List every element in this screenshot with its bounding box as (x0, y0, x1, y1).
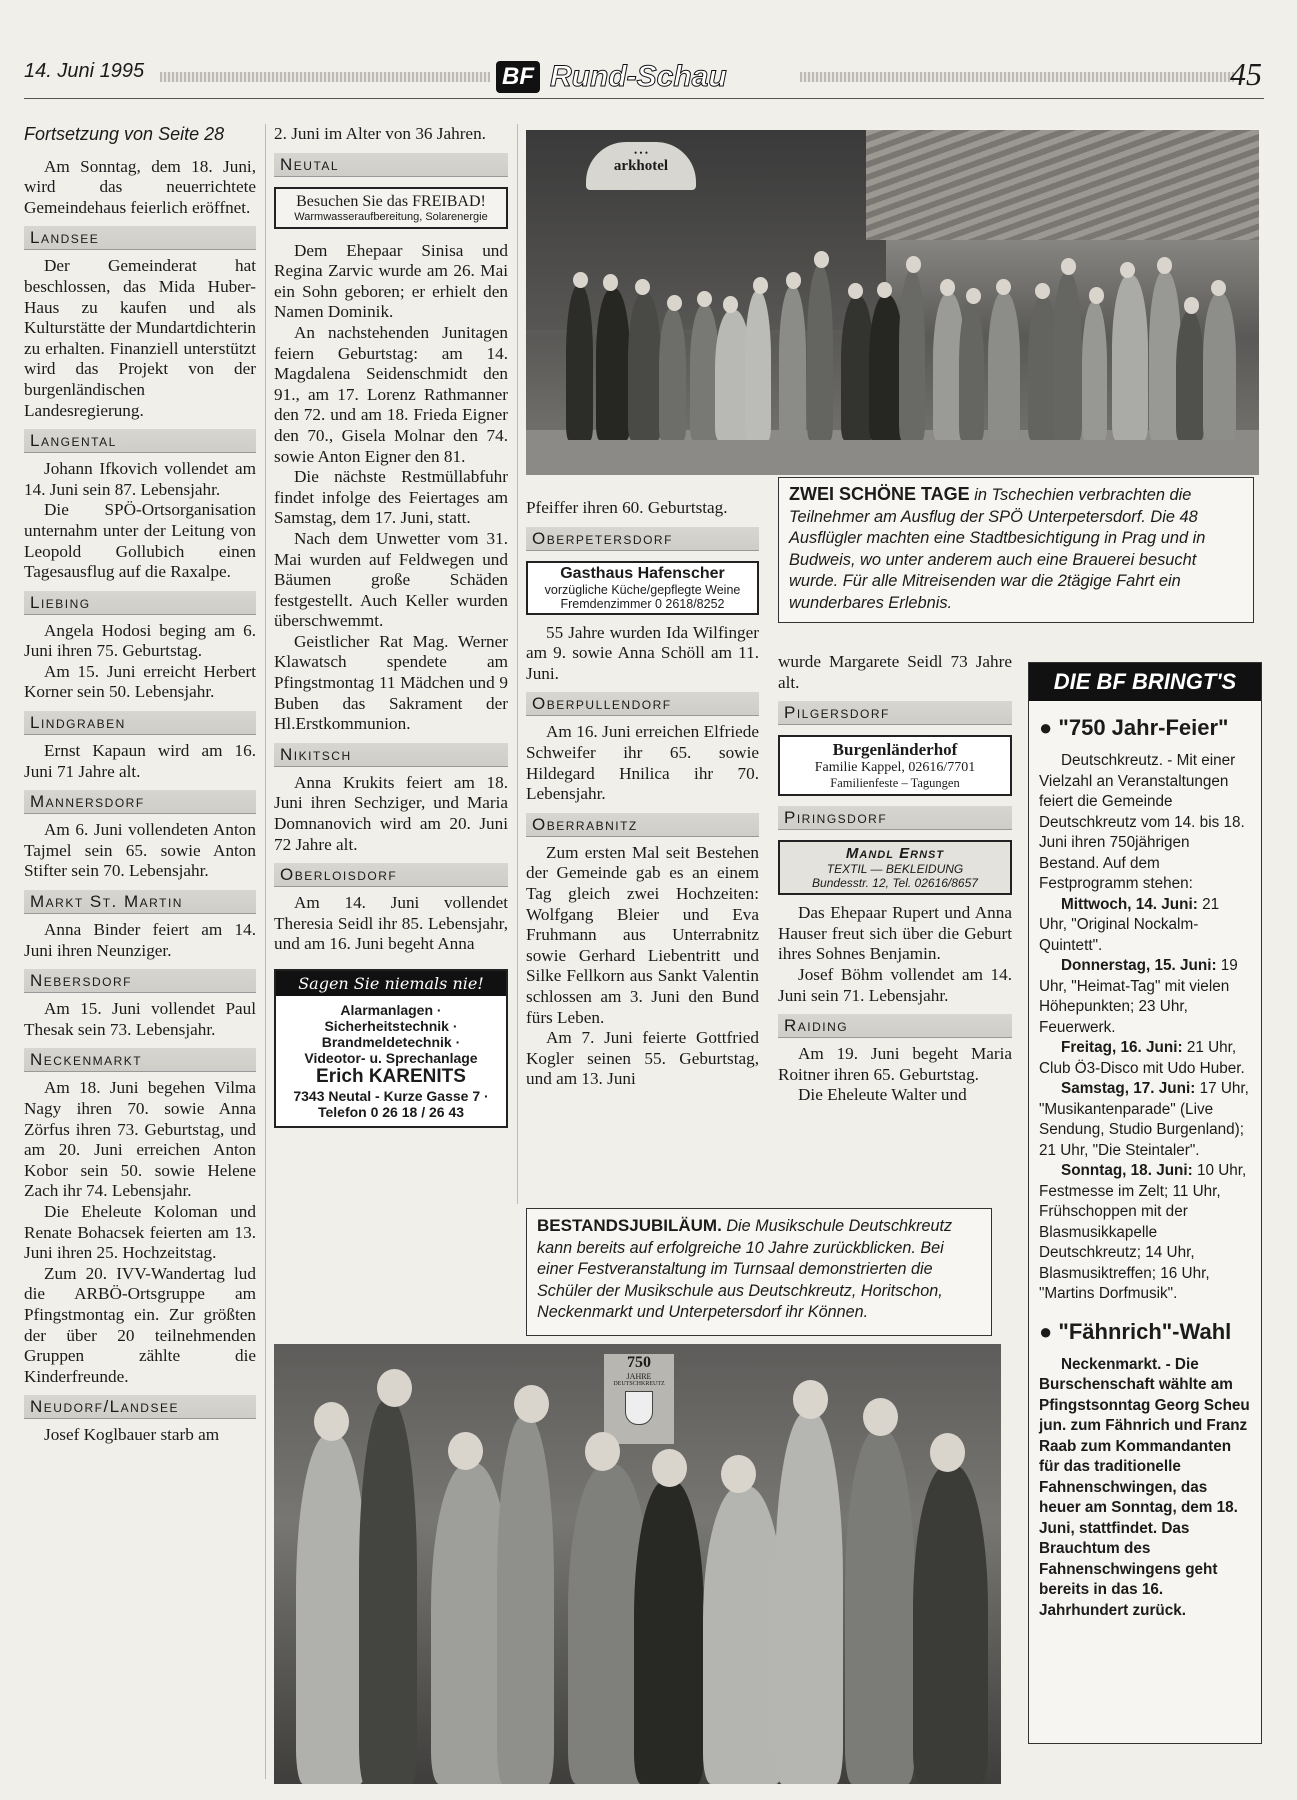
article-paragraph: Das Ehepaar Rupert und Anna Hauser freut sich über die Geburt ihres Sohnes Benjamin. (778, 903, 1012, 964)
wall-sign-line: DEUTSCHKREUTZ (613, 1381, 665, 1387)
photo-person-silhouette (703, 1486, 784, 1784)
photo-person-head (930, 1433, 965, 1472)
header-rule-right (800, 72, 1235, 82)
photo-person-head (814, 251, 829, 268)
section-heading-oberpetersdorf: Oberpetersdorf (526, 527, 759, 551)
column-2 (274, 124, 508, 1128)
article-paragraph: Der Gemeinderat hat beschlossen, das Mida Huber-Haus zu kaufen und als Kulturstätte der Mundartdichterin zu erhalten. Finanziell unterstützt wird das Projekt von der burgenländischen Landesregierung. (24, 256, 256, 420)
section-heading-langental: Langental (24, 429, 256, 453)
article-paragraph: Am 6. Juni vollendeten Anton Tajmel sein 65. sowie Anton Stifter sein 70. Lebensjahr. (24, 820, 256, 881)
article-paragraph: 2. Juni im Alter von 36 Jahren. (274, 124, 486, 143)
event-date: Samstag, 17. Juni: (1061, 1080, 1196, 1097)
continued-note: Fortsetzung von Seite 28 (24, 124, 225, 144)
ad-karenits-line: Sicherheitstechnik · (324, 1018, 458, 1034)
section-heading-oberpullendorf: Oberpullendorf (526, 692, 759, 716)
ad-gasthaus-line: vorzügliche Küche/gepflegte Weine (544, 582, 741, 597)
ad-burgenlaenderhof-name: Burgenländerhof (832, 740, 958, 760)
section-heading-neckenmarkt: Neckenmarkt (24, 1048, 256, 1072)
ad-freibad (274, 187, 508, 229)
photo-person-silhouette (1082, 301, 1108, 440)
photo-person-silhouette (1112, 275, 1148, 440)
sidebar-event (1039, 1079, 1251, 1161)
sidebar-event (1039, 895, 1251, 957)
event-date: Freitag, 16. Juni: (1061, 1039, 1183, 1056)
article-paragraph: An nachstehenden Junitagen feiern Geburtstag: am 14. Magdalena Seidenschmidt den 91., am 17. Lorenz Rathmanner den 72. und am 18. Frieda Eigner den 70., Gisela Molnar den 74. sowie Anton Eigner den 81. (274, 322, 508, 466)
article-paragraph: Anna Binder feiert am 14. Juni ihren Neunziger. (24, 920, 256, 960)
article-paragraph: wurde Margarete Seidl 73 Jahre alt. (778, 652, 1012, 692)
sidebar-paragraph: Deutschkreutz. - Mit einer Vielzahl an Veranstaltungen feiert die Gemeinde Deutschkreutz vom 14. bis 18. Juni ihren 750jährigen Bestand. Auf dem Festprogramm stehen: (1039, 752, 1245, 892)
article-paragraph: Josef Koglbauer starb am (44, 1425, 220, 1445)
ad-gasthaus-line: Fremdenzimmer 0 2618/8252 (560, 596, 725, 611)
article-paragraph: Dem Ehepaar Sinisa und Regina Zarvic wurde am 26. Mai ein Sohn geboren; er erhielt den Namen Dominik. (274, 240, 508, 322)
photo-person-head (1061, 258, 1076, 275)
event-date: Sonntag, 18. Juni: (1061, 1162, 1193, 1179)
caption-body: Die Musikschule Deutschkreutz kann bereits auf erfolgreiche 10 Jahre zurückblicken. Bei einer Festveranstaltung im Turnsaal demonstrierten die Schüler der Musikschule aus Deutschkreutz, Horitschon, Neckenmarkt und Unterpetersdorf ihr Können. (537, 1217, 953, 1321)
column-divider (265, 124, 266, 1779)
ad-karenits-line: Videotor- u. Sprechanlage (304, 1050, 478, 1066)
photo-person-head (667, 295, 682, 312)
photo-person-head (1035, 283, 1050, 300)
section-heading-nikitsch: Nikitsch (274, 743, 508, 767)
ad-karenits-name: Erich KARENITS (316, 1066, 466, 1087)
article-paragraph: Am 7. Juni feierte Gottfried Kogler seinen 55. Geburtstag, und am 13. Juni (526, 1028, 759, 1089)
bf-logo-badge: BF (496, 61, 540, 93)
sidebar-event (1039, 956, 1251, 1038)
article-paragraph: Am 14. Juni vollendet Theresia Seidl ihr 85. Lebensjahr, und am 16. Juni begeht Anna (274, 893, 508, 954)
photo-person-silhouette (1176, 311, 1204, 440)
section-heading-nebersdorf: Nebersdorf (24, 969, 256, 993)
article-paragraph: Zum ersten Mal seit Bestehen der Gemeinde gab es an einem Tag gleich zwei Hochzeiten: Wolfgang Bleier und Eva Fruhmann aus Unterrabnitz sowie Gerhard Liebentritt und Silke Fellkorn aus Sankt Valentin schlossen am 3. Juni den Bund fürs Leben. (526, 842, 759, 1027)
ad-burgenlaenderhof-line: Familienfeste – Tagungen (830, 776, 960, 791)
article-paragraph: Am 15. Juni vollendet Paul Thesak sein 73. Lebensjahr. (24, 999, 256, 1039)
coat-of-arms-icon (625, 1391, 653, 1425)
article-paragraph: Am 16. Juni erreichen Elfriede Schweifer ihr 65. sowie Hildegard Hnilica ihr 70. Lebensjahr. (526, 722, 759, 804)
article-paragraph: Die Eheleute Koloman und Renate Bohacsek feierten am 13. Juni ihren 25. Hochzeitstag. (24, 1201, 256, 1263)
event-text: 10 Uhr, Festmesse im Zelt; 11 Uhr, Frühschoppen mit der Blasmusikkapelle Deutschkreutz; 14 Uhr, Blasmusiktreffen; 16 Uhr, "Martins Dorfmusik". (1039, 1162, 1247, 1302)
photo-person-head (1120, 262, 1135, 279)
ad-mandl-name: Mandl Ernst (845, 845, 945, 863)
photo-person-head (786, 272, 801, 289)
photo-person-head (753, 277, 768, 294)
photo-music-students (274, 1344, 1001, 1784)
photo-person-head (996, 279, 1011, 296)
event-date: Donnerstag, 15. Juni: (1061, 957, 1217, 974)
sidebar-heading-750 (1039, 715, 1251, 741)
photo-person-silhouette (359, 1400, 416, 1784)
event-text: 21 Uhr, "Original Nockalm-Quintett". (1039, 895, 1220, 954)
photo-person-head (877, 282, 892, 299)
section-heading-lindgraben: Lindgraben (24, 711, 256, 735)
ad-freibad-subtitle: Warmwasseraufbereitung, Solarenergie (294, 210, 488, 223)
photo-person-head (1184, 297, 1199, 314)
photo-person-silhouette (845, 1429, 915, 1784)
section-heading-oberrabnitz: Oberrabnitz (526, 813, 759, 837)
column-divider (517, 124, 518, 1204)
header-logo (496, 60, 796, 96)
sidebar-event (1039, 1038, 1251, 1079)
photo-person-silhouette (634, 1480, 704, 1784)
article-paragraph: Die Eheleute Walter und (798, 1085, 967, 1105)
section-heading-raiding: Raiding (778, 1014, 1012, 1038)
article-paragraph: Am 19. Juni begeht Maria Roitner ihren 65. Geburtstag. (778, 1044, 1012, 1084)
ad-mandl-ernst (778, 840, 1012, 895)
section-heading-mannersdorf: Mannersdorf (24, 790, 256, 814)
photo-person-head (940, 279, 955, 296)
photo-person-silhouette (745, 291, 771, 440)
photo-roof (866, 130, 1259, 240)
photo-person-head (314, 1402, 349, 1441)
photo-person-silhouette (296, 1434, 367, 1784)
article-paragraph: Angela Hodosi beging am 6. Juni ihren 75. Geburtstag. (24, 620, 256, 661)
ad-karenits-line: Alarmanlagen · (340, 1002, 442, 1018)
section-heading-markt-st-martin: Markt St. Martin (24, 890, 256, 914)
section-heading-pilgersdorf: Pilgersdorf (778, 701, 1012, 725)
photo-person-head (652, 1449, 687, 1488)
ad-karenits-line: Brandmeldetechnik · (321, 1034, 461, 1050)
ad-karenits-slogan: Sagen Sie niemals nie! (276, 971, 506, 996)
header-underline (24, 98, 1264, 99)
ad-karenits-phone: Telefon 0 26 18 / 26 43 (317, 1104, 465, 1120)
ad-gasthaus-hafenscher (526, 561, 759, 615)
photo-person-silhouette (775, 1412, 843, 1784)
section-heading-oberloisdorf: Oberloisdorf (274, 863, 508, 887)
article-paragraph: Nach dem Unwetter vom 31. Mai wurden auf Feldwegen und Bäumen große Schäden festgestellt. Auch Keller wurden überschwemmt. (274, 528, 508, 631)
photo-person-head (721, 1455, 756, 1494)
sidebar-bf-bringts (1028, 662, 1262, 1744)
caption-lead: BESTANDSJUBILÄUM. (537, 1216, 722, 1235)
article-paragraph: Anna Krukits feiert am 18. Juni ihren Sechziger, und Maria Domnanovich wird am 20. Juni 72 Jahre alt. (274, 772, 508, 854)
photo-person-silhouette (1053, 272, 1082, 440)
sidebar-heading-text: "750 Jahr-Feier" (1058, 715, 1229, 740)
photo-person-head (793, 1380, 828, 1419)
ad-mandl-line: TEXTIL — BEKLEIDUNG (826, 862, 964, 877)
hotel-sign-stars: • • • (634, 148, 648, 158)
photo-person-silhouette (913, 1465, 988, 1784)
photo-person-silhouette (596, 288, 631, 440)
article-paragraph: Am 18. Juni begehen Vilma Nagy ihren 70. sowie Anna Zörfus ihren 73. Geburtstag, und am 20. Juni erreichen Anton Kobor sein 50. sowie Helene Zach ihr 74. Lebensjahr. (24, 1078, 256, 1201)
photo-person-head (514, 1385, 549, 1424)
section-heading-liebing: Liebing (24, 591, 256, 615)
article-paragraph: Am Sonntag, dem 18. Juni, wird das neuerrichtete Gemeindehaus feierlich eröffnet. (24, 156, 256, 217)
sidebar-heading-text: "Fähnrich"-Wahl (1058, 1318, 1232, 1344)
caption-box-music-school (526, 1208, 992, 1336)
sidebar-body (1029, 701, 1261, 1621)
event-date: Mittwoch, 14. Juni: (1061, 895, 1198, 913)
photo-person-head (863, 1398, 898, 1437)
bullet-icon: ● (1039, 715, 1053, 740)
caption-body: in Tschechien verbrachten die Teilnehmer am Ausflug der SPÖ Unterpetersdorf. Die 48 Ausflügler machten eine Stadtbesichtigung in Prag und in Budweis, wo unter anderem auch eine Brauerei besucht wurde. Für alle Mitreisenden war die 2tägige Fahrt ein wunderbares Erlebnis. (789, 486, 1206, 612)
photo-person-silhouette (659, 308, 686, 440)
sidebar-title: DIE BF BRINGT'S (1029, 663, 1261, 701)
photo-person-silhouette (1203, 293, 1236, 440)
sidebar-event (1039, 1161, 1251, 1305)
photo-person-head (906, 256, 921, 273)
photo-group-trip (526, 130, 1259, 475)
caption-text (537, 1215, 981, 1324)
photo-person-silhouette (899, 270, 926, 440)
ad-gasthaus-name: Gasthaus Hafenscher (560, 564, 725, 582)
photo-wall-sign (604, 1354, 674, 1444)
photo-person-silhouette (566, 285, 593, 440)
article-paragraph: Die nächste Restmüllabfuhr findet infolge des Feiertages am Samstag, dem 17. Juni, statt. (274, 467, 508, 528)
caption-box-trip (778, 477, 1254, 623)
page-number: 45 (1230, 56, 1262, 92)
ad-mandl-line: Bundesstr. 12, Tel. 02616/8657 (812, 876, 978, 891)
event-text: 19 Uhr, "Heimat-Tag" mit vielen Höhepunkten; 23 Uhr, Feuerwerk. (1039, 957, 1238, 1036)
header-rule-left (160, 72, 490, 82)
hotel-sign-text: arkhotel (613, 158, 669, 174)
column-4 (778, 652, 1012, 1106)
wall-sign-line: 750 (627, 1354, 651, 1371)
photo-person-silhouette (628, 292, 661, 440)
photo-hotel-sign (586, 142, 696, 190)
ad-karenits-address: 7343 Neutal - Kurze Gasse 7 · (293, 1088, 489, 1104)
photo-person-head (1089, 287, 1104, 304)
article-paragraph: Zum 20. IVV-Wandertag lud die ARBÖ-Ortsgruppe am Pfingstmontag ein. Zur größten der über 20 teilnehmenden Gruppen zählte die Kinderfreunde. (24, 1263, 256, 1386)
photo-person-silhouette (988, 292, 1020, 440)
article-paragraph: Johann Ifkovich vollendet am 14. Juni sein 87. Lebensjahr. (24, 459, 256, 499)
ad-karenits (274, 969, 508, 1128)
caption-text (789, 484, 1243, 614)
section-heading-piringsdorf: Piringsdorf (778, 806, 1012, 830)
photo-person-head (1211, 280, 1226, 297)
event-text: 17 Uhr, "Musikantenparade" (Live Sendung, Studio Burgenland); 21 Uhr, "Die Steintaler". (1039, 1080, 1249, 1159)
photo-person-head (723, 296, 738, 313)
header-date: 14. Juni 1995 (24, 60, 145, 82)
sidebar-paragraph: Neckenmarkt. - Die Burschenschaft wählte am Pfingstsonntag Georg Scheu jun. zum Fähnrich und Franz Raab zum Kommandanten für das traditionelle Fahnenschwingen, das heuer am Sonntag, dem 18. Juni, stattfindet. Das Brauchtum des Fahnenschwingens geht bereits in das 16. Jahrhundert zurück. (1039, 1355, 1250, 1619)
photo-person-head (966, 288, 981, 305)
photo-person-silhouette (497, 1416, 555, 1784)
caption-lead: ZWEI SCHÖNE TAGE (789, 484, 970, 504)
column-3 (526, 498, 759, 1090)
article-paragraph: Am 15. Juni erreicht Herbert Korner sein 50. Lebensjahr. (24, 661, 256, 702)
sidebar-heading-faehnrich (1039, 1319, 1251, 1345)
header-title: Rund-Schau (550, 60, 727, 93)
ad-burgenlaenderhof (778, 735, 1012, 796)
column-1 (24, 124, 256, 1446)
photo-person-head (377, 1369, 412, 1408)
section-heading-landsee: Landsee (24, 226, 256, 250)
event-text: 21 Uhr, Club Ö3-Disco mit Udo Huber. (1039, 1039, 1245, 1077)
wall-sign-line: JAHRE (626, 1372, 652, 1381)
section-heading-neudorf-landsee: Neudorf/Landsee (24, 1395, 256, 1419)
ad-freibad-title: Besuchen Sie das FREIBAD! (296, 192, 486, 210)
photo-person-silhouette (959, 301, 984, 440)
photo-person-silhouette (779, 286, 806, 440)
photo-person-head (1157, 257, 1172, 274)
article-paragraph: Pfeiffer ihren 60. Geburtstag. (526, 498, 728, 517)
article-paragraph: Ernst Kapaun wird am 16. Juni 71 Jahre alt. (24, 741, 256, 781)
article-paragraph: 55 Jahre wurden Ida Wilfinger am 9. sowie Anna Schöll am 11. Juni. (526, 622, 759, 683)
bullet-icon: ● (1039, 1318, 1053, 1344)
ad-burgenlaenderhof-line: Familie Kappel, 02616/7701 (814, 760, 976, 776)
article-paragraph: Josef Böhm vollendet am 14. Juni sein 71. Lebensjahr. (778, 964, 1012, 1005)
section-heading-neutal: Neutal (274, 153, 508, 177)
article-paragraph: Geistlicher Rat Mag. Werner Klawatsch spendete am Pfingstmontag 11 Mädchen und 9 Buben das Sakrament der Hl.Erstkommunion. (274, 631, 508, 734)
photo-person-silhouette (807, 265, 834, 440)
article-paragraph: Die SPÖ-Ortsorganisation unternahm unter der Leitung von Leopold Gollubich einen Tagesausflug auf die Raxalpe. (24, 500, 256, 582)
